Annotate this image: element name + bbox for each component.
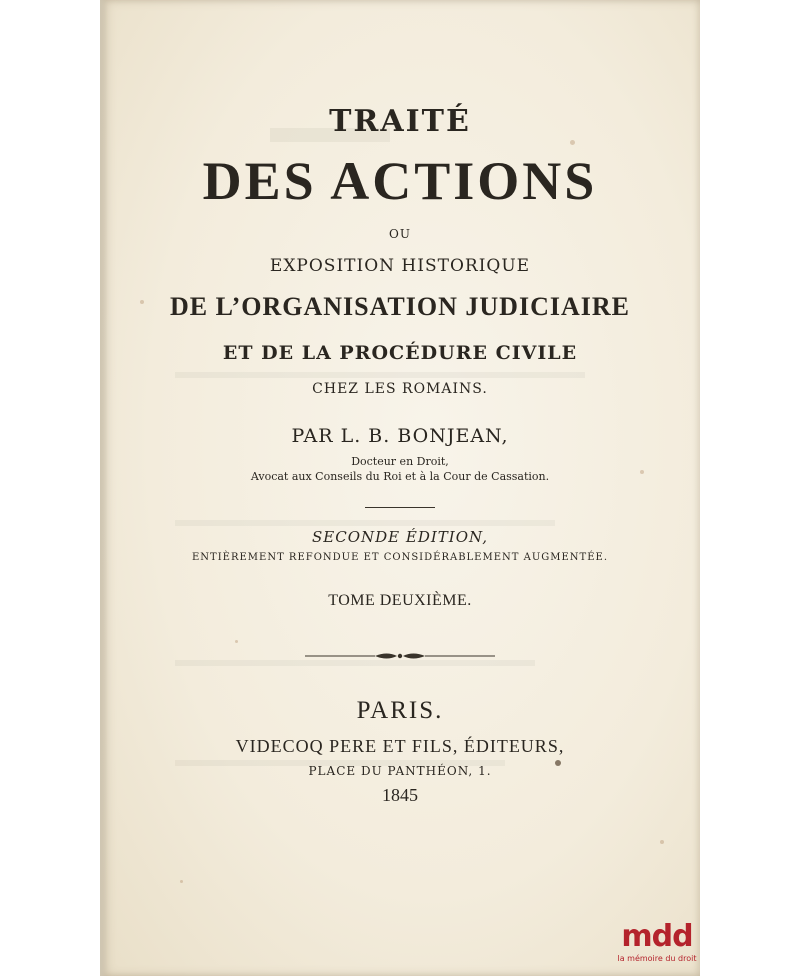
volume-label: TOME DEUXIÈME. — [328, 592, 472, 609]
author-title-1: Docteur en Droit, — [351, 455, 449, 468]
logo-mark: mdd — [621, 919, 693, 954]
publisher-name: VIDECOQ PERE ET FILS, ÉDITEURS, — [235, 736, 565, 756]
ornamental-rule — [305, 648, 495, 664]
publication-city: PARIS. — [356, 697, 444, 724]
foxing-spot — [640, 470, 644, 474]
title-line-2: DES ACTIONS — [202, 151, 598, 211]
divider-rule — [365, 507, 435, 508]
subtitle-line-2: DE L’ORGANISATION JUDICIAIRE — [170, 292, 630, 321]
foxing-spot — [140, 300, 144, 304]
subtitle-line-3: ET DE LA PROCÉDURE CIVILE — [222, 342, 578, 364]
show-through-block-3 — [175, 520, 555, 526]
publisher-address: PLACE DU PANTHÉON, 1. — [308, 764, 492, 778]
foxing-spot — [235, 640, 238, 643]
page-spine-shadow — [100, 0, 108, 976]
title-line-1: TRAITÉ — [329, 104, 471, 139]
show-through-block-2 — [175, 372, 585, 378]
watermark-logo — [612, 919, 702, 963]
foxing-spot — [660, 840, 664, 844]
subtitle-line-4: CHEZ LES ROMAINS. — [312, 381, 488, 397]
foxing-spot — [180, 880, 183, 883]
book-page — [100, 0, 700, 976]
subtitle-line-1: EXPOSITION HISTORIQUE — [269, 256, 531, 276]
foxing-spot — [570, 140, 575, 145]
logo-tagline: la mémoire du droit — [617, 954, 697, 963]
author-name: PAR L. B. BONJEAN, — [291, 425, 509, 447]
foxing-spot — [555, 760, 561, 766]
edition-label: SECONDE ÉDITION, — [312, 528, 488, 546]
publication-year: 1845 — [382, 785, 418, 805]
title-connector: OU — [389, 227, 411, 241]
edition-note: ENTIÈREMENT REFONDUE ET CONSIDÉRABLEMENT AUGMENTÉE. — [192, 552, 608, 563]
author-title-2: Avocat aux Conseils du Roi et à la Cour de Cassation. — [250, 470, 550, 483]
